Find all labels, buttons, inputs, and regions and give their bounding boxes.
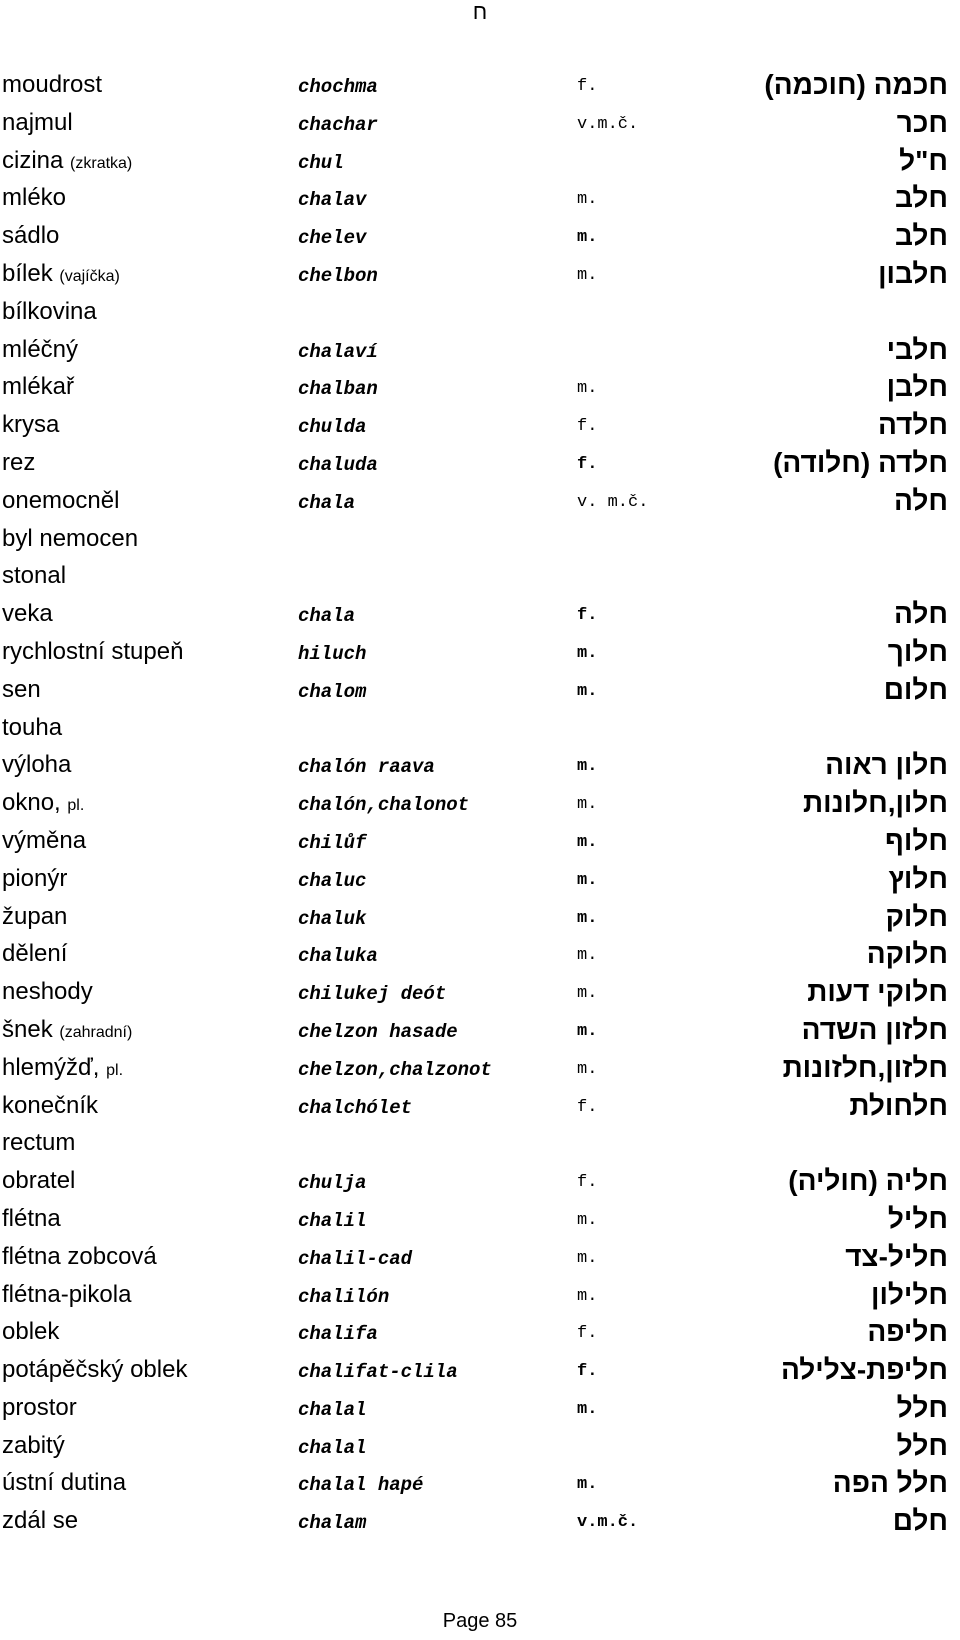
- dictionary-entry: [0, 1504, 960, 1542]
- dictionary-entry: [0, 748, 960, 786]
- transliteration: chulda: [298, 416, 367, 439]
- czech-word-text: sádlo: [2, 222, 60, 250]
- transliteration: chalilón: [298, 1285, 390, 1308]
- hebrew-word: חלזון השדה: [801, 1013, 948, 1045]
- hebrew-word: ח"ל: [899, 144, 948, 176]
- czech-word: [2, 1167, 75, 1195]
- czech-word: [2, 260, 120, 288]
- grammar-gender: f.: [577, 1173, 598, 1193]
- czech-word: [2, 827, 86, 855]
- czech-word: [2, 1243, 157, 1271]
- czech-word-note: (zkratka): [70, 154, 133, 172]
- grammar-gender: m.: [577, 832, 598, 852]
- grammar-gender: m.: [577, 190, 598, 210]
- grammar-gender: v. m.č.: [577, 492, 649, 512]
- czech-word-text: cizina: [2, 146, 64, 174]
- transliteration: chala: [298, 491, 356, 514]
- hebrew-word: חלוץ: [888, 862, 948, 894]
- hebrew-word: חלוך: [887, 635, 948, 667]
- grammar-gender: v.m.č.: [577, 114, 639, 134]
- dictionary-entry: [0, 219, 960, 257]
- transliteration: chalchólet: [298, 1096, 413, 1119]
- czech-word-text: bílek: [2, 259, 53, 287]
- czech-word-text: najmul: [2, 108, 73, 136]
- grammar-gender: m.: [577, 1210, 598, 1230]
- dictionary-entry: [0, 1089, 960, 1127]
- page-number: Page 85: [442, 1610, 518, 1632]
- hebrew-word: חלב: [895, 220, 948, 252]
- dictionary-entry: [0, 559, 960, 597]
- transliteration: chilůf: [298, 831, 367, 854]
- hebrew-word: חליל: [887, 1202, 948, 1234]
- czech-word: [2, 222, 59, 250]
- transliteration: chulja: [298, 1172, 367, 1195]
- czech-word-text: zabitý: [2, 1431, 65, 1459]
- transliteration: chochma: [298, 76, 378, 98]
- czech-word: [2, 1507, 78, 1535]
- czech-word-text: mlékař: [2, 373, 75, 401]
- czech-word-text: obratel: [2, 1167, 76, 1195]
- transliteration: chalifat-clila: [298, 1361, 458, 1384]
- dictionary-entry: [0, 937, 960, 975]
- czech-word-text: pionýr: [2, 864, 68, 892]
- grammar-gender: f.: [577, 454, 598, 474]
- dictionary-entry: [0, 446, 960, 484]
- transliteration: chalav: [298, 189, 367, 212]
- czech-word: [2, 1016, 132, 1044]
- transliteration: chalban: [298, 378, 378, 401]
- hebrew-word: חלבן: [886, 371, 948, 403]
- grammar-gender: f.: [577, 77, 598, 96]
- czech-word: [2, 600, 53, 628]
- czech-word-text: konečník: [2, 1091, 99, 1119]
- czech-word-text: mléko: [2, 184, 67, 212]
- hebrew-word: חלבי: [886, 333, 948, 365]
- czech-word-text: ústní dutina: [2, 1469, 127, 1497]
- grammar-gender: f.: [577, 606, 598, 626]
- hebrew-word: חלזון,חלזונות: [782, 1051, 948, 1083]
- czech-word-text: potápěčský oblek: [2, 1356, 188, 1384]
- dictionary-entry: [0, 1126, 960, 1164]
- hebrew-word: חלוק: [885, 900, 948, 932]
- hebrew-word: חלם: [892, 1505, 948, 1537]
- dictionary-entry: [0, 1278, 960, 1316]
- czech-word-note: pl.: [106, 1061, 124, 1079]
- czech-word: [2, 147, 132, 175]
- dictionary-entries: [0, 68, 960, 1542]
- dictionary-entry: [0, 1391, 960, 1429]
- czech-word-note: (zahradní): [59, 1023, 133, 1041]
- czech-word-text: šnek: [2, 1015, 53, 1043]
- hebrew-word: חכר: [896, 106, 948, 138]
- transliteration: chul: [298, 151, 344, 174]
- czech-word-text: hlemýžď,: [2, 1053, 100, 1081]
- czech-word-text: onemocněl: [2, 486, 120, 514]
- czech-word: [2, 1129, 75, 1157]
- transliteration: chalaví: [298, 340, 378, 363]
- czech-word: [2, 1432, 65, 1460]
- grammar-gender: m.: [577, 1059, 598, 1079]
- hebrew-word: חלדה (חלודה): [773, 446, 948, 478]
- transliteration: chelzon,chalzonot: [298, 1058, 492, 1081]
- dictionary-entry: [0, 1202, 960, 1240]
- grammar-gender: m.: [577, 1248, 598, 1268]
- grammar-gender: f.: [577, 1362, 598, 1382]
- czech-word: [2, 336, 78, 364]
- dictionary-entry: [0, 68, 960, 106]
- dictionary-entry: [0, 1315, 960, 1353]
- czech-word: [2, 638, 183, 666]
- transliteration: chalil: [298, 1209, 367, 1232]
- hebrew-word: חלחולת: [849, 1089, 948, 1121]
- transliteration: chala: [298, 605, 356, 628]
- czech-word-text: rychlostní stupeň: [2, 637, 184, 665]
- grammar-gender: m.: [577, 908, 598, 928]
- czech-word-text: okno,: [2, 789, 61, 817]
- hebrew-word: חלל הפה: [832, 1467, 948, 1499]
- czech-word: [2, 789, 84, 817]
- grammar-gender: m.: [577, 228, 598, 248]
- grammar-gender: f.: [577, 1324, 598, 1344]
- dictionary-entry: [0, 181, 960, 219]
- hebrew-word: חלילון: [871, 1278, 948, 1310]
- czech-word: [2, 411, 59, 439]
- czech-word: [2, 449, 35, 477]
- czech-word-text: veka: [2, 600, 53, 628]
- dictionary-entry: [0, 786, 960, 824]
- czech-word-text: rez: [2, 448, 36, 476]
- hebrew-word: חלום: [883, 673, 948, 705]
- czech-word: [2, 714, 62, 742]
- grammar-gender: m.: [577, 984, 598, 1004]
- transliteration: chalom: [298, 680, 367, 703]
- dictionary-entry: [0, 1240, 960, 1278]
- czech-word-text: výloha: [2, 751, 72, 779]
- transliteration: chalifa: [298, 1323, 378, 1346]
- czech-word: [2, 676, 41, 704]
- transliteration: chalam: [298, 1512, 367, 1535]
- hebrew-word: חליה (חוליה): [788, 1165, 948, 1197]
- dictionary-entry: [0, 522, 960, 560]
- czech-word: [2, 562, 66, 590]
- page-header-letter: ח: [472, 0, 488, 24]
- dictionary-entry: [0, 1353, 960, 1391]
- czech-word-text: sen: [2, 675, 41, 703]
- czech-word-text: neshody: [2, 978, 93, 1006]
- czech-word: [2, 525, 138, 553]
- czech-word-text: dělení: [2, 940, 68, 968]
- grammar-gender: m.: [577, 265, 598, 285]
- dictionary-entry: [0, 824, 960, 862]
- dictionary-entry: [0, 673, 960, 711]
- transliteration: chelbon: [298, 264, 378, 287]
- czech-word-text: župan: [2, 902, 68, 930]
- czech-word: [2, 373, 74, 401]
- transliteration: chelev: [298, 227, 367, 250]
- czech-word: [2, 184, 66, 212]
- transliteration: chalil-cad: [298, 1247, 413, 1270]
- transliteration: chelzon hasade: [298, 1020, 458, 1043]
- dictionary-entry: [0, 862, 960, 900]
- czech-word-text: mléčný: [2, 335, 79, 363]
- grammar-gender: m.: [577, 1021, 598, 1041]
- czech-word: [2, 1281, 131, 1309]
- czech-word-text: prostor: [2, 1393, 77, 1421]
- grammar-gender: v.m.č.: [577, 1513, 639, 1533]
- transliteration: chaluc: [298, 869, 367, 892]
- dictionary-entry: [0, 597, 960, 635]
- czech-word-text: rectum: [2, 1129, 76, 1157]
- grammar-gender: m.: [577, 1286, 598, 1306]
- dictionary-entry: [0, 1164, 960, 1202]
- hebrew-word: חלבון: [878, 257, 948, 289]
- transliteration: chalón raava: [298, 756, 435, 779]
- dictionary-entry: [0, 635, 960, 673]
- czech-word: [2, 1394, 77, 1422]
- dictionary-entry: [0, 370, 960, 408]
- transliteration: chalal hapé: [298, 1474, 424, 1497]
- grammar-gender: m.: [577, 1399, 598, 1419]
- transliteration: chaluka: [298, 945, 378, 968]
- dictionary-entry: [0, 333, 960, 371]
- dictionary-entry: [0, 900, 960, 938]
- transliteration: chilukej deót: [298, 983, 447, 1006]
- dictionary-entry: [0, 295, 960, 333]
- czech-word-note: (vajíčka): [59, 267, 120, 285]
- hebrew-word: חליל-צד: [845, 1240, 948, 1272]
- dictionary-entry: [0, 1051, 960, 1089]
- grammar-gender: m.: [577, 643, 598, 663]
- czech-word: [2, 298, 97, 326]
- czech-word: [2, 940, 67, 968]
- hebrew-word: חלדה: [878, 409, 948, 441]
- transliteration: chalal: [298, 1436, 367, 1459]
- hebrew-word: חלב: [895, 182, 948, 214]
- hebrew-word: חלוף: [885, 824, 948, 856]
- czech-word-text: flétna: [2, 1204, 61, 1232]
- hebrew-word: חכמה (חוכמה): [764, 69, 948, 100]
- grammar-gender: f.: [577, 1097, 598, 1117]
- hebrew-word: חלה: [894, 484, 948, 516]
- transliteration: chachar: [298, 113, 378, 136]
- czech-word-text: zdál se: [2, 1507, 79, 1535]
- czech-word: [2, 978, 93, 1006]
- czech-word-text: bílkovina: [2, 297, 97, 325]
- transliteration: hiluch: [298, 642, 367, 665]
- grammar-gender: f.: [577, 417, 598, 437]
- grammar-gender: m.: [577, 870, 598, 890]
- czech-word: [2, 751, 71, 779]
- czech-word: [2, 109, 73, 137]
- czech-word: [2, 1205, 61, 1233]
- dictionary-entry: [0, 408, 960, 446]
- transliteration: chalal: [298, 1398, 367, 1421]
- czech-word-text: stonal: [2, 562, 67, 590]
- hebrew-word: חלון ראוה: [825, 749, 948, 781]
- dictionary-entry: [0, 975, 960, 1013]
- czech-word-text: byl nemocen: [2, 524, 139, 552]
- dictionary-entry: [0, 257, 960, 295]
- czech-word-text: flétna-pikola: [2, 1280, 132, 1308]
- grammar-gender: m.: [577, 946, 598, 966]
- dictionary-entry: [0, 106, 960, 144]
- transliteration: chaluk: [298, 907, 367, 930]
- czech-word-text: krysa: [2, 411, 60, 439]
- dictionary-entry: [0, 1466, 960, 1504]
- grammar-gender: m.: [577, 379, 598, 399]
- czech-word-text: moudrost: [2, 71, 103, 98]
- dictionary-entry: [0, 1429, 960, 1467]
- dictionary-entry: [0, 1013, 960, 1051]
- czech-word: [2, 1092, 98, 1120]
- czech-word-text: oblek: [2, 1318, 60, 1346]
- czech-word-text: výměna: [2, 826, 87, 854]
- grammar-gender: m.: [577, 795, 598, 815]
- transliteration: chalón,chalonot: [298, 794, 470, 817]
- czech-word: [2, 71, 102, 99]
- hebrew-word: חליפת-צלילה: [780, 1354, 948, 1386]
- czech-word: [2, 1356, 187, 1384]
- czech-word: [2, 487, 119, 515]
- hebrew-word: חליפה: [867, 1316, 948, 1348]
- czech-word: [2, 1469, 126, 1497]
- grammar-gender: m.: [577, 757, 598, 777]
- hebrew-word: חלון,חלונות: [803, 787, 948, 819]
- czech-word-text: flétna zobcová: [2, 1242, 157, 1270]
- hebrew-word: חלל: [896, 1429, 948, 1461]
- grammar-gender: m.: [577, 681, 598, 701]
- grammar-gender: m.: [577, 1475, 598, 1495]
- hebrew-word: חלוקה: [866, 938, 948, 970]
- dictionary-entry: [0, 711, 960, 749]
- czech-word-note: pl.: [67, 797, 85, 815]
- hebrew-word: חלל: [896, 1391, 948, 1423]
- dictionary-entry: [0, 484, 960, 522]
- hebrew-word: חלה: [894, 598, 948, 630]
- czech-word: [2, 1318, 59, 1346]
- czech-word: [2, 865, 67, 893]
- czech-word: [2, 1054, 123, 1082]
- czech-word-text: touha: [2, 713, 63, 741]
- czech-word: [2, 903, 67, 931]
- dictionary-entry: [0, 144, 960, 182]
- transliteration: chaluda: [298, 453, 378, 476]
- hebrew-word: חלוקי דעות: [807, 976, 948, 1008]
